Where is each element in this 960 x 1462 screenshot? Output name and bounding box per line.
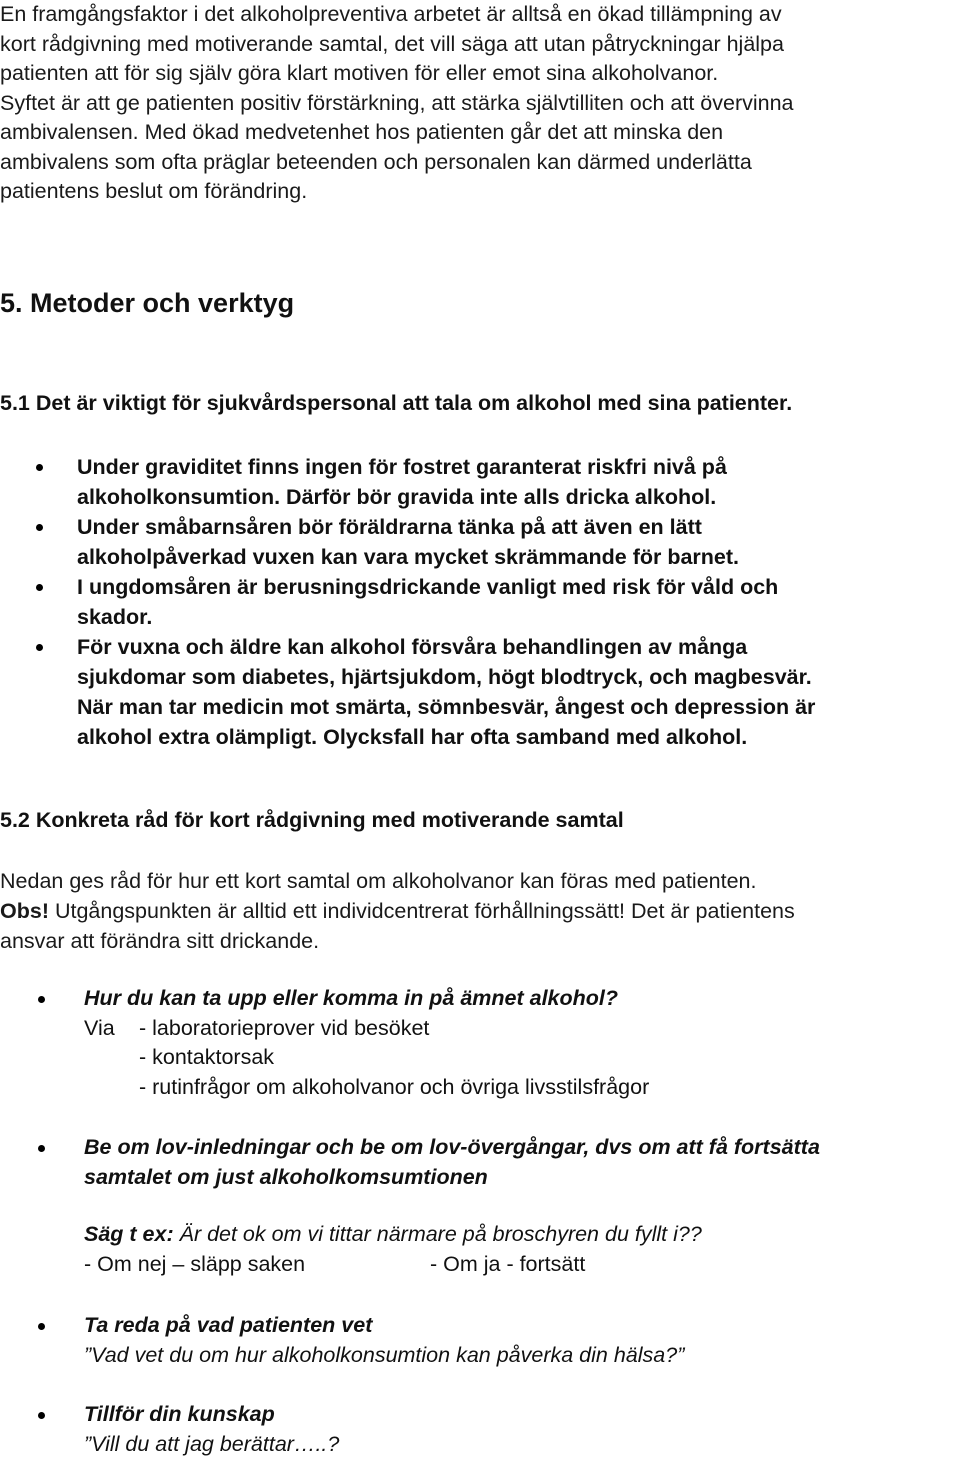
list-item — [0, 572, 960, 632]
life-stage-bullet-list — [0, 452, 960, 752]
spacer — [84, 1192, 960, 1220]
tip-raise-topic — [84, 984, 960, 1102]
tip-heading: Be om lov-inledningar och be om lov-övergångar, dvs om att få fortsätta — [84, 1135, 820, 1159]
obs-label: Obs! — [0, 899, 49, 923]
bullet-icon — [36, 464, 43, 471]
list-item — [0, 452, 960, 512]
advice-intro-line — [0, 896, 960, 926]
via-row — [84, 1073, 960, 1103]
section-heading-5-1: 5.1 Det är viktigt för sjukvårdspersonal att tala om alkohol med sina patienter. — [0, 391, 793, 415]
intro-line: En framgångsfaktor i det alkoholpreventiva arbetet är alltså en ökad tillämpning av — [0, 2, 782, 26]
bullet-icon — [38, 1323, 45, 1330]
bullet-icon — [38, 1412, 45, 1419]
list-item — [0, 632, 960, 752]
advice-intro-paragraph — [0, 866, 960, 956]
example-line — [84, 1220, 960, 1250]
via-label: Via — [84, 1015, 115, 1040]
advice-intro-line: Nedan ges råd för hur ett kort samtal om alkoholvanor kan föras med patienten. — [0, 869, 757, 893]
tip-add-knowledge — [84, 1400, 960, 1459]
list-item-line: alkoholkonsumtion. Därför bör gravida inte alls dricka alkohol. — [77, 485, 717, 509]
tip-heading: Hur du kan ta upp eller komma in på ämnet alkohol? — [84, 986, 619, 1010]
tip-heading: Tillför din kunskap — [84, 1402, 275, 1426]
bullet-icon — [36, 584, 43, 591]
intro-line: ambivalensen. Med ökad medvetenhet hos patienten går det att minska den — [0, 120, 724, 144]
list-item-line: alkoholpåverkad vuxen kan vara mycket skrämmande för barnet. — [77, 545, 740, 569]
via-item: - kontaktorsak — [139, 1045, 275, 1069]
list-item-line: Under småbarnsåren bör föräldrarna tänka på att även en lätt — [77, 515, 702, 539]
advice-intro-text: Utgångspunkten är alltid ett individcentrerat förhållningssätt! Det är patientens — [48, 899, 795, 923]
bullet-icon — [36, 524, 43, 531]
advice-intro-line: ansvar att förändra sitt drickande. — [0, 929, 320, 953]
list-item-line: För vuxna och äldre kan alkohol försvåra behandlingen av många — [77, 635, 748, 659]
intro-line: kort rådgivning med motiverande samtal, det vill säga att utan påtryckningar hjälpa — [0, 31, 784, 56]
answer-no: - Om nej – släpp saken — [84, 1251, 306, 1276]
list-item — [0, 512, 960, 572]
intro-line: Syftet är att ge patienten positiv förstärkning, att stärka självtilliten och att övervinna — [0, 90, 794, 115]
section-heading-5-2: 5.2 Konkreta råd för kort rådgivning med motiverande samtal — [0, 808, 624, 832]
tip-ask-permission — [84, 1133, 960, 1279]
bullet-icon — [38, 996, 45, 1003]
list-item-line: I ungdomsåren är berusningsdrickande vanligt med risk för våld och — [77, 575, 779, 599]
list-item-line: alkohol extra olämpligt. Olycksfall har ofta samband med alkohol. — [77, 725, 748, 749]
tip-heading: Ta reda på vad patienten vet — [84, 1313, 373, 1337]
list-item-line: skador. — [77, 605, 153, 629]
intro-line: patienten att för sig själv göra klart motiven för eller emot sina alkoholvanor. — [0, 61, 719, 85]
via-item: - laboratorieprover vid besöket — [139, 1015, 430, 1040]
section-heading-5: 5. Metoder och verktyg — [0, 288, 295, 318]
intro-line: patientens beslut om förändring. — [0, 179, 308, 203]
intro-paragraph — [0, 0, 960, 207]
answer-yes: - Om ja - fortsätt — [430, 1251, 586, 1276]
bullet-icon — [36, 644, 43, 651]
intro-line: ambivalens som ofta präglar beteenden och personalen kan därmed underlätta — [0, 149, 752, 174]
list-item-line: Under graviditet finns ingen för fostret garanterat riskfri nivå på — [77, 455, 727, 479]
example-label: Säg t ex: — [84, 1222, 174, 1246]
list-item-line: När man tar medicin mot smärta, sömnbesvär, ångest och depression är — [77, 695, 816, 719]
tip-find-out — [84, 1311, 960, 1370]
answer-options — [84, 1250, 960, 1280]
tip-quote: ”Vill du att jag berättar…..? — [84, 1431, 340, 1456]
bullet-icon — [38, 1145, 45, 1152]
tip-heading: samtalet om just alkoholkomsumtionen — [84, 1164, 488, 1189]
via-item: - rutinfrågor om alkoholvanor och övriga livsstilsfrågor — [139, 1074, 650, 1099]
list-item-line: sjukdomar som diabetes, hjärtsjukdom, högt blodtryck, och magbesvär. — [77, 665, 812, 689]
via-row — [84, 1043, 960, 1073]
example-text: Är det ok om vi tittar närmare på broschyren du fyllt i?? — [173, 1222, 702, 1246]
tip-quote: ”Vad vet du om hur alkoholkonsumtion kan påverka din hälsa?” — [84, 1342, 685, 1367]
via-row — [84, 1014, 960, 1044]
